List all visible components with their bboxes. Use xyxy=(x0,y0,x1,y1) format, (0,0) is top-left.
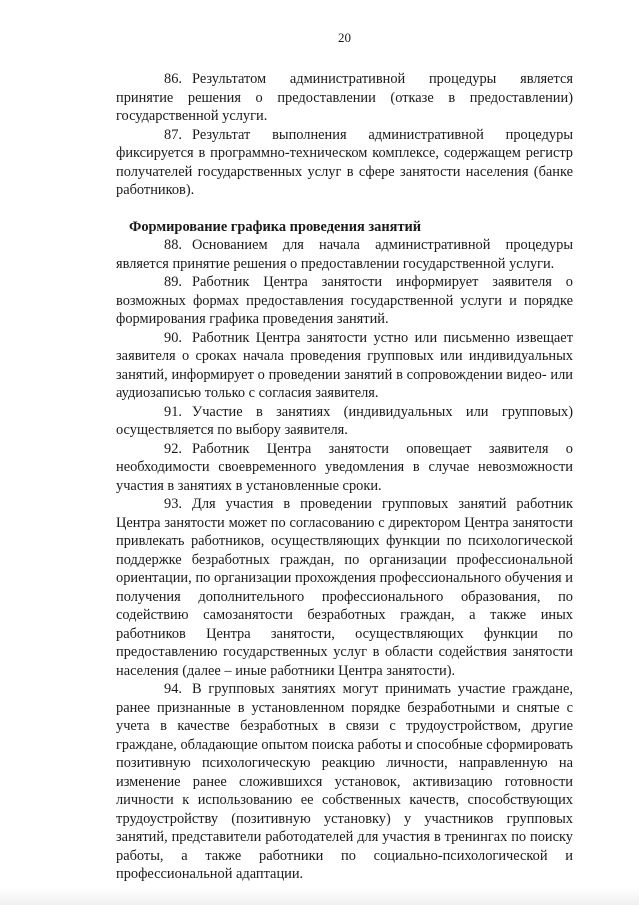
paragraph-text: В групповых занятиях могут принимать участие граждане, ранее признанные в установленном порядке безработными и снятые с учета в качестве безработных в связи с трудоустройством, другие граждане, обладающие опытом поиска работы и способные сформировать позитивную психологическую реакцию личности, направленную на изменение ранее сложившихся установок, активизацию готовности личности к использованию ее собственных качеств, способствующих трудоустройству (позитивную установку) у участников групповых занятий, представители работодателей для участия в тренингах по поиску работы, а также работники по социально-психологической и профессиональной адаптации. xyxy=(116,681,573,882)
paragraph-87 xyxy=(116,126,573,200)
paragraph-92 xyxy=(116,440,573,496)
paragraph-number: 86. xyxy=(164,71,182,87)
paragraph-91 xyxy=(116,403,573,440)
paragraph-86 xyxy=(116,70,573,126)
paragraph-text: Работник Центра занятости устно или письменно извещает заявителя о сроках начала проведения групповых или индивидуальных занятий, информирует о проведении занятий в сопровождении видео- или аудиозаписью только с согласия заявителя. xyxy=(116,329,573,401)
paragraph-number: 92. xyxy=(164,440,182,457)
paragraph-88 xyxy=(116,236,573,273)
paragraph-text: Работник Центра занятости информирует заявителя о возможных формах предоставления государственной услуги и порядке формирования графика проведения занятий. xyxy=(116,274,573,327)
paragraph-number: 94. xyxy=(164,681,182,697)
scan-bottom-edge xyxy=(0,887,639,905)
paragraph-90 xyxy=(116,329,573,403)
paragraph-text: Результат выполнения административной процедуры фиксируется в программно-техническом комплексе, содержащем регистр получателей государственных услуг в сфере занятости населения (банке работников). xyxy=(116,126,573,198)
paragraph-93 xyxy=(116,495,573,680)
section-heading: Формирование графика проведения занятий xyxy=(129,218,422,235)
paragraph-94 xyxy=(116,680,573,884)
paragraph-text: Работник Центра занятости оповещает заявителя о необходимости своевременного уведомления в случае невозможности участия в занятиях в установленные сроки. xyxy=(116,440,573,494)
paragraph-number: 90. xyxy=(164,329,182,346)
paragraph-number: 89. xyxy=(164,274,182,290)
paragraph-text: Основанием для начала административной процедуры является принятие решения о предоставлении государственной услуги. xyxy=(116,237,573,272)
page-number: 20 xyxy=(338,30,351,45)
paragraph-number: 88. xyxy=(164,237,182,253)
paragraph-text: Для участия в проведении групповых занятий работник Центра занятости может по согласованию с директором Центра занятости привлекать работников, осуществляющих функции по психологической поддержке безработных граждан, по организации профессиональной ориентации, по организации прохождения профессионального обучения и получения дополнительного профессионального образования, по содействию самозанятости безработных граждан, а также иных работников Центра занятости, осуществляющих функции по предоставлению государственных услуг в области содействия занятости населения (далее – иные работники Центра занятости). xyxy=(116,496,573,679)
paragraph-number: 93. xyxy=(164,496,182,512)
paragraph-number: 91. xyxy=(164,403,182,420)
paragraph-89 xyxy=(116,273,573,329)
paragraph-text: Участие в занятиях (индивидуальных или групповых) осуществляется по выбору заявителя. xyxy=(116,403,573,438)
paragraph-text: Результатом административной процедуры является принятие решения о предоставлении (отказе в предоставлении) государственной услуги. xyxy=(116,71,573,124)
paragraph-number: 87. xyxy=(164,126,182,143)
